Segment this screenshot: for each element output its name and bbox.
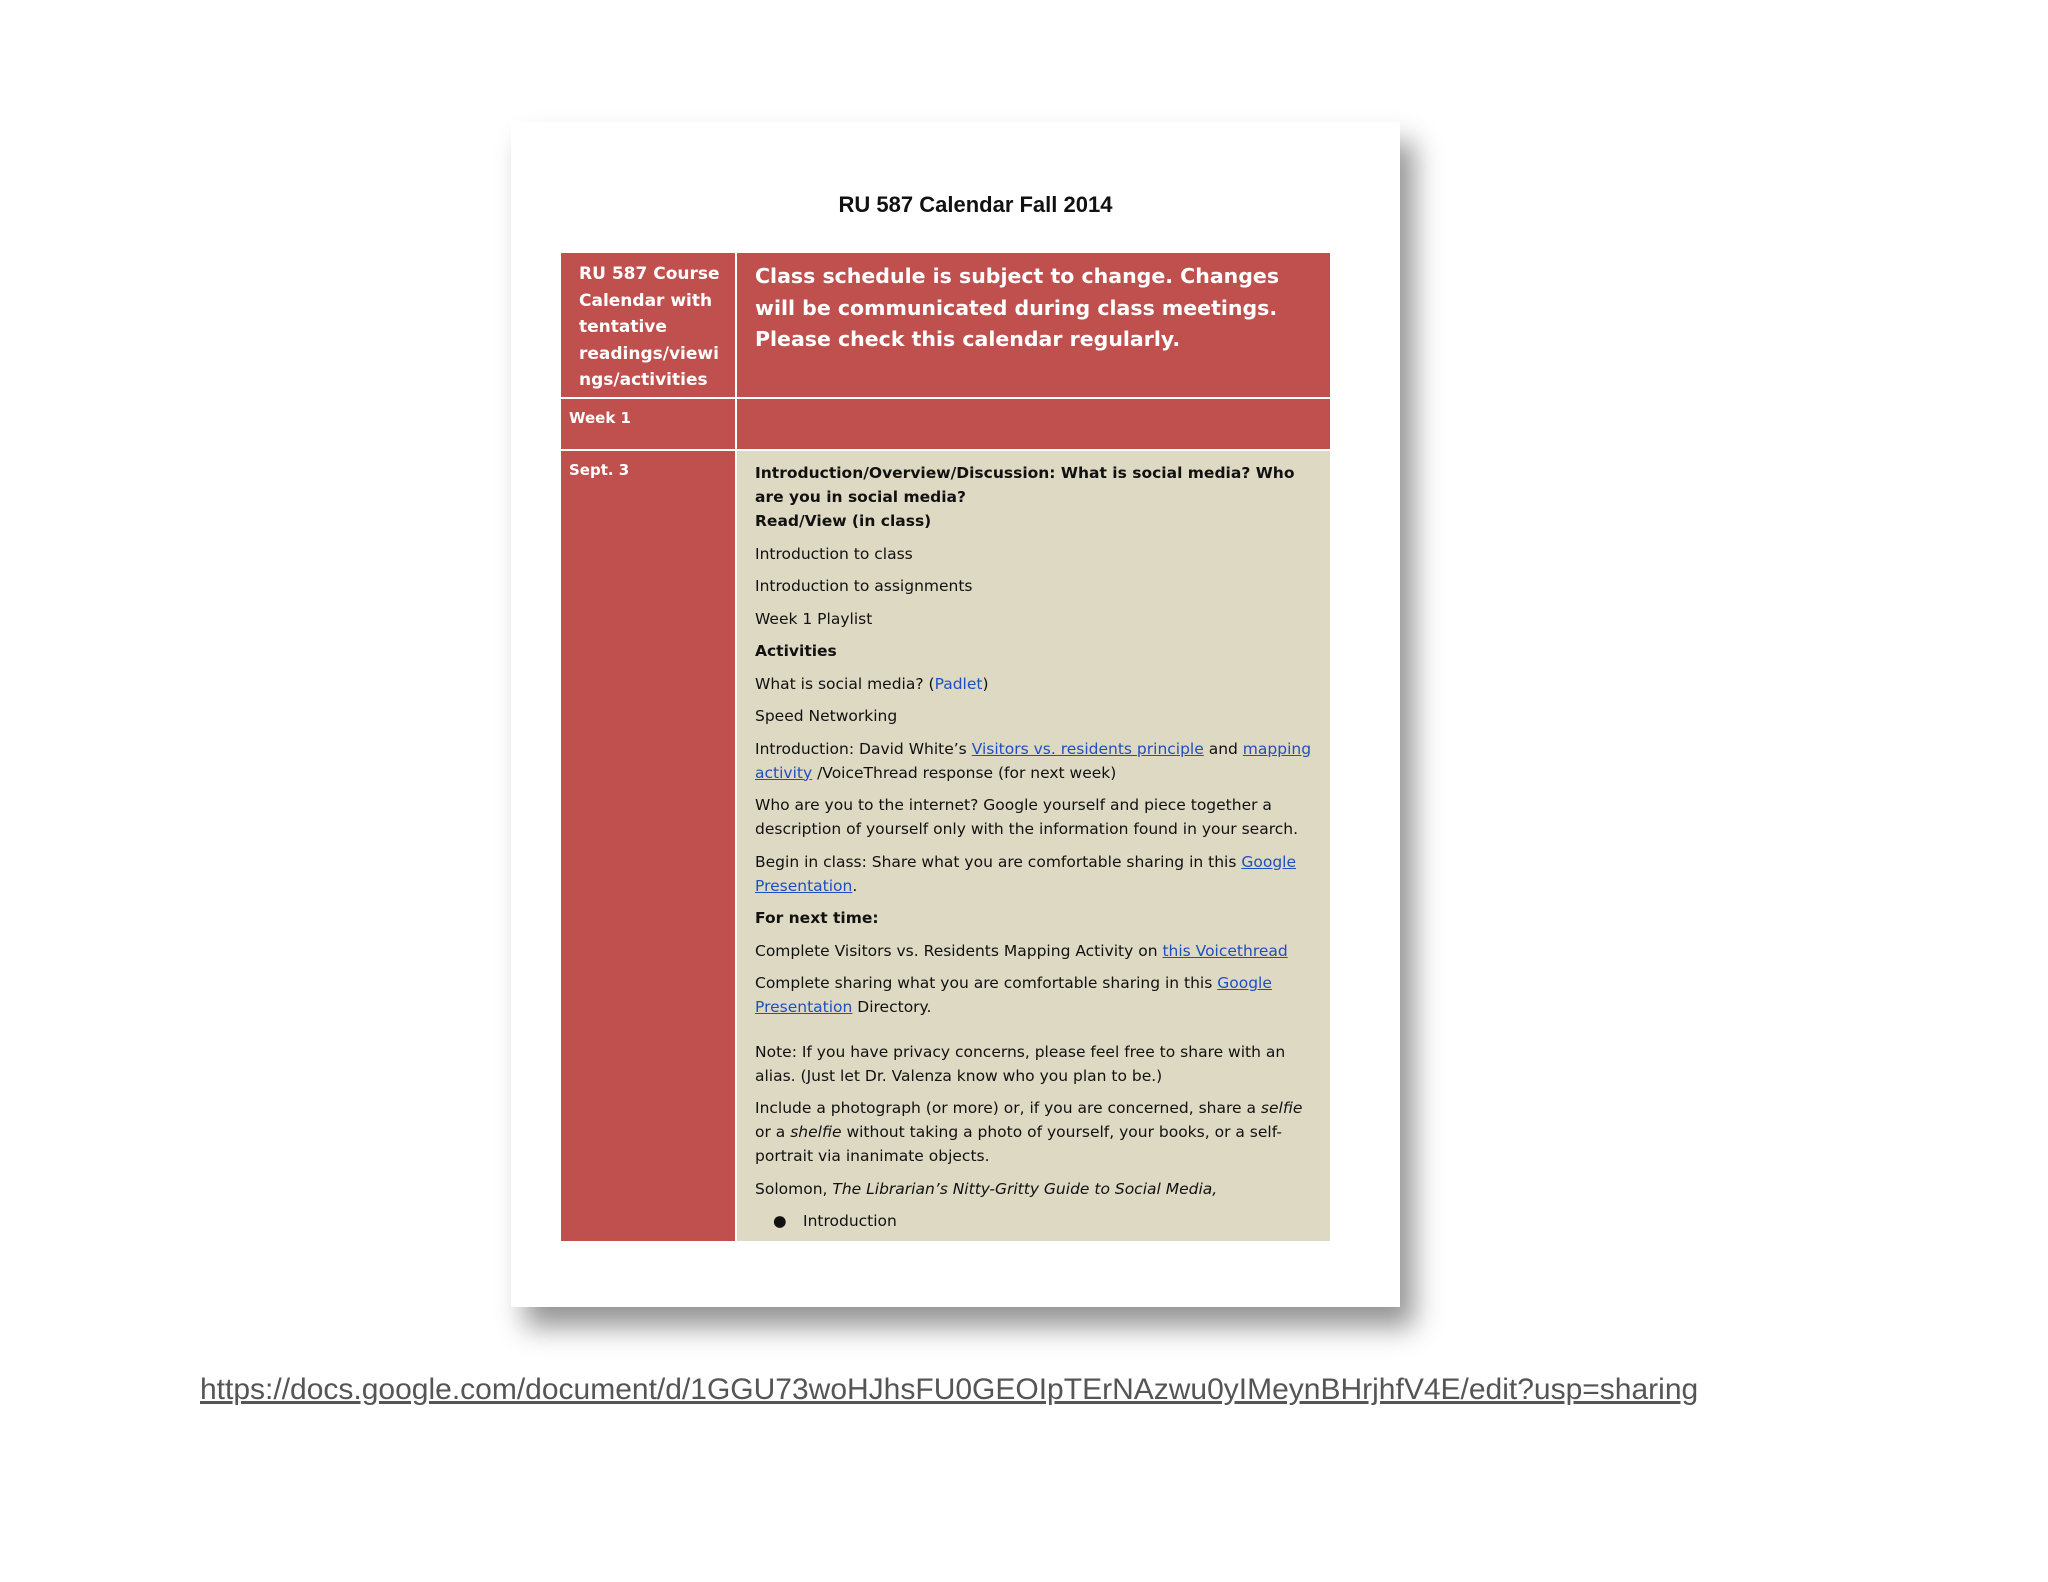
shared-document-link[interactable]: https://docs.google.com/document/d/1GGU73woHJhsFU0GEOIpTErNAzwu0yIMeynBHrjhfV4E/edit?usp=sharing (200, 1373, 1699, 1406)
course-calendar-label: RU 587 Course Calendar with tentative readings/viewi ngs/activities (560, 252, 736, 398)
photo-text-or: or a (755, 1123, 791, 1141)
speed-networking: Speed Networking (755, 707, 898, 725)
google-presentation-directory-link[interactable]: Google Presentation (755, 974, 1272, 1016)
visitors-and-text: and (1203, 739, 1243, 758)
visitors-activity (755, 737, 1312, 785)
solomon-author: Solomon, (755, 1179, 833, 1198)
session-row (560, 450, 1331, 1242)
session-content (736, 450, 1331, 1242)
calendar-header-row (560, 252, 1331, 398)
photo-instruction (755, 1096, 1312, 1168)
solomon-book-title: The Librarian’s Nitty-Gritty Guide to Social Media, (832, 1179, 1218, 1198)
visitors-residents-link[interactable]: Visitors vs. residents principle (971, 739, 1204, 758)
week-empty-cell (736, 398, 1331, 450)
week-label: Week 1 (560, 398, 736, 450)
mapping-activity-link[interactable]: mapping activity (755, 739, 1312, 782)
padlet-text: What is social media? ( (755, 674, 935, 693)
voicethread-response-text: /VoiceThread response (for next week) (812, 763, 1117, 782)
document-page (511, 122, 1400, 1307)
photo-text-end: without taking a photo of yourself, your books, or a self-portrait via inanimate objects. (755, 1123, 1282, 1165)
read-item-intro-class: Introduction to class (755, 544, 913, 563)
document-title: RU 587 Calendar Fall 2014 (838, 192, 1113, 217)
voicethread-link[interactable]: this Voicethread (1162, 941, 1288, 960)
session-date: Sept. 3 (560, 450, 736, 1242)
padlet-activity (755, 672, 1312, 696)
shelfie-term: shelfie (790, 1123, 842, 1141)
begin-share-activity (755, 850, 1312, 898)
selfie-term: selfie (1260, 1099, 1303, 1117)
read-item-intro-assignments: Introduction to assignments (755, 577, 973, 595)
bullet-item-introduction: Introduction (803, 1212, 897, 1230)
google-presentation-link[interactable]: Google Presentation (755, 852, 1297, 895)
complete-sharing-task (755, 971, 1312, 1019)
solomon-reading (755, 1177, 1312, 1201)
schedule-change-notice: Class schedule is subject to change. Changes will be communicated during class meetings. Please check this calendar regularly. (736, 252, 1331, 398)
list-item (755, 1209, 1312, 1233)
privacy-note: Note: If you have privacy concerns, please feel free to share with an alias. (Just let Dr. Valenza know who you plan to be.) (755, 1042, 1286, 1085)
read-item-week-playlist: Week 1 Playlist (755, 609, 873, 628)
course-calendar-table (559, 251, 1332, 1243)
week-row (560, 398, 1331, 450)
padlet-link[interactable]: Padlet (934, 674, 983, 693)
directory-text: Directory. (852, 998, 932, 1016)
complete-visitors-text: Complete Visitors vs. Residents Mapping Activity on (755, 941, 1163, 960)
complete-sharing-text: Complete sharing what you are comfortable sharing in this (755, 974, 1218, 992)
read-view-label: Read/View (in class) (755, 512, 932, 530)
begin-share-text: Begin in class: Share what you are comfortable sharing in this (755, 852, 1242, 871)
padlet-close: ) (982, 674, 989, 693)
visitors-intro-text: Introduction: David White’s (755, 739, 972, 758)
activities-label: Activities (755, 642, 837, 660)
bullet-icon: ● (773, 1212, 787, 1230)
begin-share-period: . (852, 876, 858, 895)
next-time-label: For next time: (755, 909, 879, 927)
photo-text-start: Include a photograph (or more) or, if you are concerned, share a (755, 1099, 1261, 1117)
paragraph-spacer (755, 1028, 1312, 1040)
complete-visitors-task (755, 939, 1312, 963)
who-are-you-activity: Who are you to the internet? Google yourself and piece together a description of yourself only with the information found in your search. (755, 796, 1299, 838)
session-heading: Introduction/Overview/Discussion: What is social media? Who are you in social media? (755, 464, 1295, 506)
